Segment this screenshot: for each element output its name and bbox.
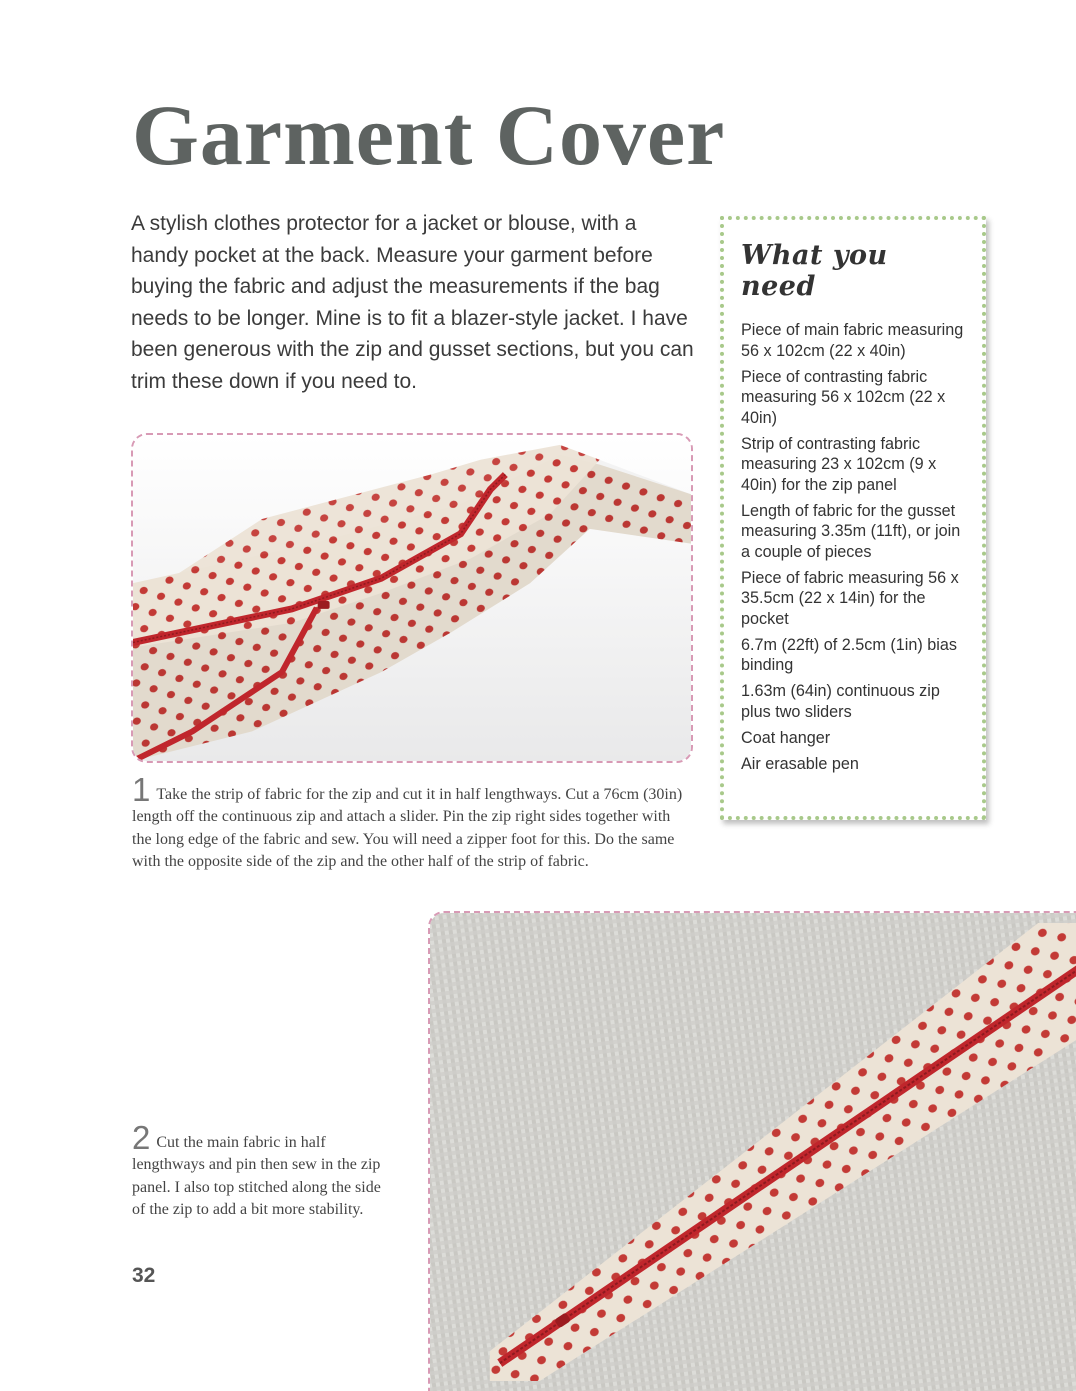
intro-paragraph: A stylish clothes protector for a jacket or blouse, with a handy pocket at the back. Measure your garment before buying the fabric and adjust the measurements if the bag needs to be longer. Mine is to fit a blazer-style jacket. I have been generous with the zip and gusset sections, but you can trim these down if you need to. xyxy=(131,212,694,393)
step-1 xyxy=(132,771,692,873)
materials-item: Piece of contrasting fabric measuring 56 x 102cm (22 x 40in) xyxy=(741,367,946,427)
zip-panel-image xyxy=(430,913,1076,1391)
materials-item: 1.63m (64in) continuous zip plus two sliders xyxy=(741,682,940,721)
zip-strip-image xyxy=(133,435,691,761)
step-2-text: Cut the main fabric in half lengthways and pin then sew in the zip panel. I also top stitched along the side of the zip to add a bit more stability. xyxy=(132,1134,381,1218)
what-you-need-heading: What you need xyxy=(741,240,888,302)
step-1-number: 1 xyxy=(132,771,151,808)
photo-zip-panel xyxy=(428,911,1076,1391)
materials-item: 6.7m (22ft) of 2.5cm (1in) bias binding xyxy=(741,635,957,674)
materials-item: Strip of contrasting fabric measuring 23 x 102cm (9 x 40in) for the zip panel xyxy=(741,434,937,494)
materials-list xyxy=(741,320,970,774)
materials-item: Piece of main fabric measuring 56 x 102cm (22 x 40in) xyxy=(741,321,964,360)
materials-item: Length of fabric for the gusset measuring 3.35m (11ft), or join a couple of pieces xyxy=(741,501,961,561)
materials-item: Air erasable pen xyxy=(741,754,859,773)
page-number: 32 xyxy=(132,1264,156,1287)
photo-zip-strip xyxy=(131,433,693,763)
page-title: Garment Cover xyxy=(132,87,726,183)
step-2 xyxy=(132,1119,382,1221)
materials-item: Piece of fabric measuring 56 x 35.5cm (22 x 14in) for the pocket xyxy=(741,568,959,628)
step-2-number: 2 xyxy=(132,1119,151,1156)
what-you-need-panel xyxy=(720,216,986,820)
materials-item: Coat hanger xyxy=(741,728,831,747)
step-1-text: Take the strip of fabric for the zip and cut it in half lengthways. Cut a 76cm (30in) length off the continuous zip and attach a slider. Pin the zip right sides together with the long edge of the fabric and sew. You will need a zipper foot for this. Do the same with the opposite side of the zip and the other half of the strip of fabric. xyxy=(132,786,683,870)
